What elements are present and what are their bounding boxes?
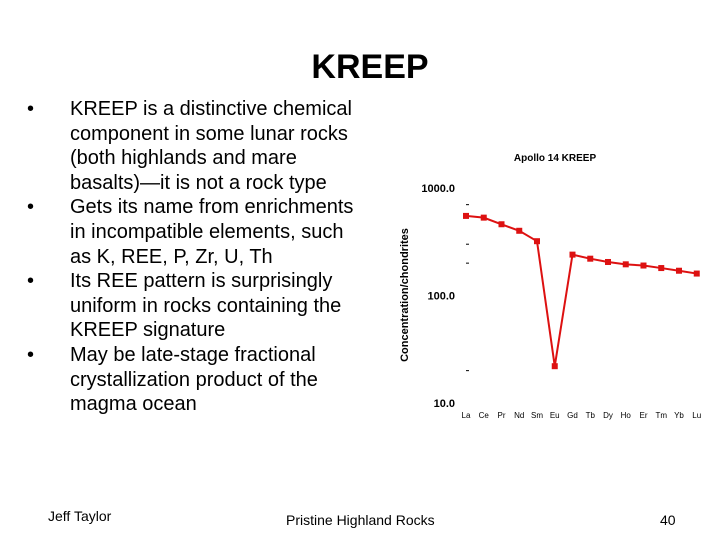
bullet-marker: •: [27, 196, 35, 219]
x-tick-label: Ho: [620, 411, 631, 420]
x-tick-label: Dy: [603, 411, 613, 420]
bullet-item: [24, 195, 364, 269]
bullet-marker: •: [27, 270, 35, 293]
y-tick-label: 100.0: [427, 290, 455, 303]
y-tick-labels: [421, 183, 469, 410]
x-tick-label: Eu: [549, 411, 560, 420]
x-tick-label: Nd: [514, 411, 525, 420]
bullet-item: [24, 97, 364, 195]
bullet-text: Gets its name from enrichments in incompatible elements, such as K, REE, P, Zr, U, Th: [70, 196, 354, 268]
page-number: 40: [660, 512, 676, 528]
series-layer: [463, 213, 700, 369]
data-point: [587, 256, 593, 262]
bullet-marker: •: [27, 98, 35, 120]
x-tick-label: Tm: [655, 411, 668, 420]
bullet-list: [24, 97, 364, 417]
data-point: [605, 259, 611, 265]
data-point: [570, 252, 576, 258]
footer-course: Pristine Highland Rocks: [286, 512, 435, 528]
chart-title: Apollo 14 KREEP: [513, 153, 597, 164]
y-tick-label: 10.0: [433, 398, 455, 410]
bullet-text: May be late-stage fractional crystallization product of the magma ocean: [70, 343, 318, 416]
x-tick-label: Ce: [478, 411, 489, 420]
bullet-item: [24, 269, 364, 343]
x-tick-label: Tb: [585, 411, 595, 420]
slide-title: KREEP: [311, 48, 429, 86]
x-tick-label: Er: [639, 411, 648, 420]
bullet-item: [24, 343, 364, 417]
bullet-marker: •: [27, 343, 35, 366]
x-tick-label: Pr: [497, 411, 506, 420]
data-point: [463, 213, 469, 219]
x-tick-label: Gd: [567, 411, 578, 420]
data-point: [516, 228, 522, 234]
data-point: [658, 265, 664, 271]
data-point: [694, 271, 700, 277]
data-point: [641, 263, 647, 269]
bullet-text: Its REE pattern is surprisingly uniform in rocks containing the KREEP signature: [70, 270, 342, 342]
x-tick-label: Lu: [692, 411, 702, 420]
data-point: [552, 363, 558, 369]
ree-chart: [393, 148, 715, 428]
x-tick-label: La: [461, 411, 471, 420]
x-tick-label: Yb: [674, 411, 684, 420]
bullet-text: KREEP is a distinctive chemical component in some lunar rocks (both highlands and mare basalts)—it is not a rock type: [70, 98, 352, 194]
x-tick-label: Sm: [531, 411, 543, 420]
data-point: [499, 221, 505, 227]
y-tick-label: 1000.0: [421, 183, 455, 195]
data-point: [534, 238, 540, 244]
data-point: [676, 268, 682, 274]
series-line: [466, 216, 697, 366]
data-point: [481, 215, 487, 221]
x-tick-labels: [462, 411, 702, 420]
y-axis-label: Concentration/chondrites: [399, 228, 411, 362]
data-point: [623, 261, 629, 267]
footer-author: Jeff Taylor: [48, 508, 112, 524]
